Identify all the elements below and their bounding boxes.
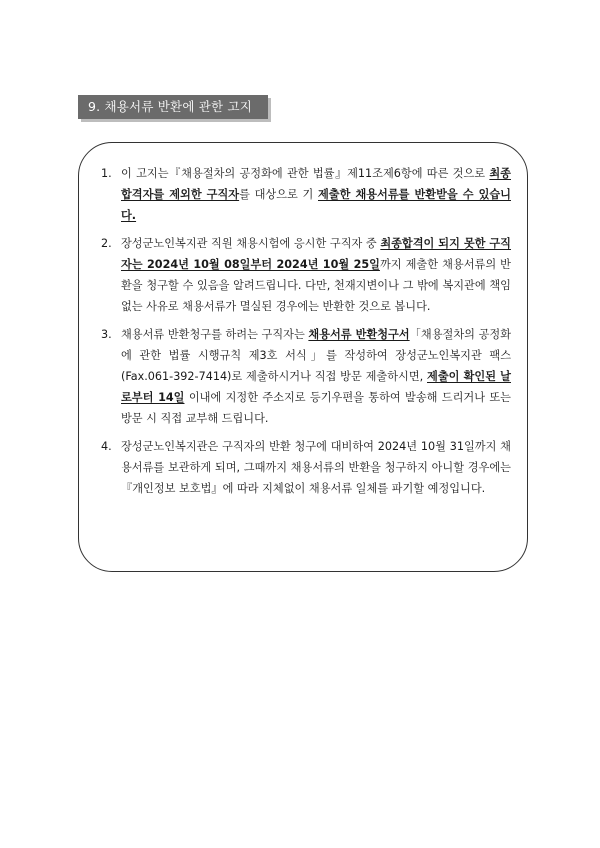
emphasis-segment: 제출이 확인된 날로부터 14일 xyxy=(121,370,511,404)
text-segment: 까지 제출한 채용서류의 반환을 청구할 수 있음을 알려드립니다. 다만, 천재지변이나 그 밖에 복지관에 책임 없는 사유로 채용서류가 멸실된 경우에는 반환한 것으로 봅니다. xyxy=(121,258,511,313)
item-number: 1. xyxy=(101,167,112,180)
text-segment: 를 대상으로 기 xyxy=(239,188,318,201)
text-segment: 장성군노인복지관 직원 채용시험에 응시한 구직자 중 xyxy=(121,237,381,250)
item-number: 3. xyxy=(101,328,112,341)
item-text xyxy=(121,163,511,226)
notice-item-2 xyxy=(101,233,511,317)
text-segment: 이 고지는『채용절차의 공정화에 관한 법률』제11조제6항에 따른 것으로 xyxy=(121,167,490,180)
item-text xyxy=(121,436,511,499)
text-segment: 장성군노인복지관은 구직자의 반환 청구에 대비하여 2024년 10월 31일까지 채용서류를 보관하게 되며, 그때까지 채용서류의 반환을 청구하지 아니할 경우에는『개인정보 보호법』에 따라 지체없이 채용서류 일체를 파기할 예정입니다. xyxy=(121,440,511,495)
emphasis-segment: 채용서류 반환청구서 xyxy=(308,328,410,341)
notice-box xyxy=(78,142,528,572)
text-segment: 「채용절차의 공정화에 관한 법률 시행규칙 제3호 서식」를 작성하여 장성군노인복지관 팩스(Fax.061-392-7414)로 제출하시거나 직접 방문 제출하시면, xyxy=(121,328,512,383)
text-segment: 채용서류 반환청구를 하려는 구직자는 xyxy=(121,328,309,341)
notice-item-4 xyxy=(101,436,511,499)
emphasis-segment: 최종합격이 되지 못한 구직자는 2024년 10월 08일부터 2024년 10월 25일 xyxy=(121,237,511,271)
emphasis-segment: 제출한 채용서류를 반환받을 수 있습니다. xyxy=(121,188,511,222)
item-text xyxy=(121,233,511,317)
item-text xyxy=(121,324,511,429)
item-number: 4. xyxy=(101,440,112,453)
notice-item-1 xyxy=(101,163,511,226)
item-number: 2. xyxy=(101,237,112,250)
notice-item-3 xyxy=(101,324,511,429)
emphasis-segment: 최종합격자를 제외한 구직자 xyxy=(121,167,511,201)
text-segment: 이내에 지정한 주소지로 등기우편을 통하여 발송해 드리거나 또는 방문 시 직접 교부해 드립니다. xyxy=(121,391,511,425)
notice-list xyxy=(101,163,511,499)
section-title: 9. 채용서류 반환에 관한 고지 xyxy=(78,95,268,119)
